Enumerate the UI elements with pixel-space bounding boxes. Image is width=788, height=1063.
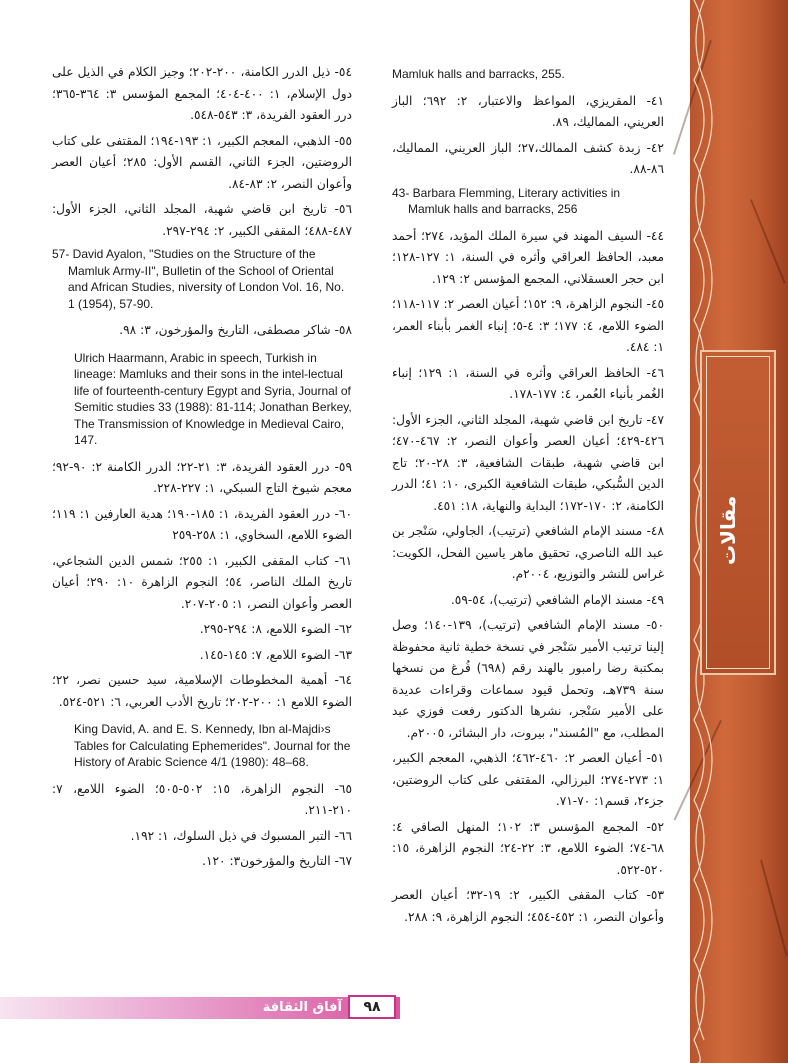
footnote-english: Mamluk halls and barracks, 255. xyxy=(392,67,565,81)
section-label: مقالات xyxy=(716,495,740,565)
footnote: ٤٥- النجوم الزاهرة، ٩: ١٥٢؛ أعيان العصر ٢: ١١٧-١١٨؛ الضوء اللامع، ٤: ١٧٧؛ ٣: ٤-٥؛ إنباء الغمر بأبناء العمر، ١: ٤٨٤. xyxy=(392,297,665,354)
footnote: ٥٥- الذهبي، المعجم الكبير، ١: ١٩٣-١٩٤؛ المقتفى على كتاب الروضتين، الجزء الثاني، القسم الأول: ٢٨٥؛ أعيان العصر وأعوان النصر، ٢: ٨٣-٨٤. xyxy=(52,133,353,191)
footnote: ٥٨- شاكر مصطفى، التاريخ والمؤرخون، ٣: ٩٨. xyxy=(119,323,352,337)
footnote: ٦١- كتاب المقفى الكبير، ١: ٢٥٥؛ شمس الدين الشجاعي، تاريخ الملك الناصر، ٥٤؛ النجوم الزاهرة ١٠: ٢٩٠؛ أعيان العصر وأعوان النصر، ١: ٢٠٥-٢٠٧. xyxy=(52,553,353,611)
footnote-english: Ulrich Haarmann, Arabic in speech, Turkish in lineage: Mamluks and their sons in the intel-lectual life of fourteenth-century Egypt and Syria, Journal of Semitic studies 33 (1988): 81-114; Jonathan Berkey, The Transmission of Knowledge in Medieval Cairo, 147. xyxy=(74,350,352,447)
footnote: ٤٨- مسند الإمام الشافعي (ترتيب)، الجاولي، سَنْجر بن عبد الله الناصري، تحقيق ماهر ياسين الفحل، الكويت: غراس للنشر والتوزيع، ٢٠٠٤م. xyxy=(392,524,664,581)
footnote: ٥٦- تاريخ ابن قاضي شهبة، المجلد الثاني، الجزء الأول: ٤٨٧-٤٨٨؛ المقفى الكبير، ٢: ٢٩٤-٢٩٧. xyxy=(52,202,352,238)
footnote: ٤١- المقريزي، المواعظ والاعتبار، ٢: ٦٩٢؛ الباز العريني، المماليك، ٨٩. xyxy=(392,93,665,129)
footnote: ٥٣- كتاب المقفى الكبير، ٢: ١٩-٣٢؛ أعيان العصر وأعوان النصر، ١: ٤٥٢-٤٥٤؛ النجوم الزاهرة، ٩: ٢٨٨. xyxy=(392,888,664,924)
footnote: ٥٩- درر العقود الفريدة، ٣: ٢١-٢٢؛ الدرر الكامنة ٢: ٩٠-٩٢؛ معجم شيوخ التاج السبكي، ١: ٢٢٧-٢٢٨. xyxy=(52,459,353,495)
magazine-title: آفاق الثقافة والتراث xyxy=(262,1000,342,1037)
footnote: ٥١- أعيان العصر ٢: ٤٦٠-٤٦٢؛ الذهبي، المعجم الكبير، ١: ٢٧٣-٢٧٤؛ البرزالي، المقتفى على كتاب الروضتين، جزء٢، قسم١: ٧٠-٧١. xyxy=(392,751,665,808)
footnote: ٥٠- مسند الإمام الشافعي (ترتيب)، ١٣٩-١٤٠؛ وصل إلينا ترتيب الأمير سَنْجر في نسخة خطية ثانية محفوظة بمكتبة رضا رامبور بالهند رقم (٦٩٨) فُرغ من نسخها سنة ٧٣٩هـ، وتحمل قيود سماعات وقراءات عديدة على الأمير سَنْجر، نشرها الدكتور رفعت فوزي عبد المطلب، مع "المُسند"، بيروت، دار البشائر، ٢٠٠٥م. xyxy=(392,618,665,740)
footnote: ٤٢- زبدة كشف الممالك،٢٧؛ الباز العريني، المماليك، ٨٦-٨٨. xyxy=(392,140,664,176)
footnote: ٥٢- المجمع المؤسس ٣: ١٠٢؛ المنهل الصافي ٤: ٦٨-٧٤؛ الضوء اللامع، ٣: ٢٢-٢٤؛ النجوم الزاهرة، ١٥: ٥٢٠-٥٢٢. xyxy=(392,819,664,877)
footnote: ٥٤- ذيل الدرر الكامنة، ٢٠٠-٢٠٢؛ وجيز الكلام في الذيل على دول الإسلام، ١: ٤٠٠-٤٠٤؛ المجمع المؤسس ٣: ٣٦٤-٣٦٥؛ درر العقود الفريدة، ٣: ٥٤٣-٥٤٨. xyxy=(52,65,353,122)
footnote: ٤٦- الحافظ العراقي وأثره في السنة، ١: ١٢٩؛ إنباء الغُمر بأنباء العُمر، ٤: ١٧٧-١٧٨. xyxy=(392,365,664,401)
footnote: ٤٧- تاريخ ابن قاضي شهبة، المجلد الثاني، الجزء الأول: ٤٢٦-٤٢٩؛ أعيان العصر وأعوان النصر، ٢: ٤٦٧-٤٧٠؛ ابن قاضي شهبة، طبقات الشافعية، ٣: ٢٨-٢٠؛ تاج الدين السُّبكي، طبقات الشافعية الكبرى، ١٠: ٤١؛ الدرر الكامنة، ٢: ١٧٠-١٧٢؛ البداية والنهاية، ١٨: ٤٥١. xyxy=(392,412,665,513)
footnote: ٦٠- درر العقود الفريدة، ١: ١٨٥-١٩٠؛ هدية العارفين ١: ١١٩؛ الضوء اللامع، السخاوي، ١: ٢٥٨-٢٥٩ xyxy=(52,506,353,542)
page-number: ٩٨ xyxy=(348,995,396,1019)
footnote: ٦٥- النجوم الزاهرة، ١٥: ٥٠٢-٥٠٥؛ الضوء اللامع، ٧: ٢١٠-٢١١. xyxy=(52,781,353,817)
footnote-english: 43- Barbara Flemming, Literary activities in Mamluk halls and barracks, 256 xyxy=(392,185,621,216)
footnotes-right-column xyxy=(392,62,664,932)
footnote-english: King David, A. and E. S. Kennedy, Ibn al-Majdi›s Tables for Calculating Ephemerides". Journal for the History of Arabic Science 4/1 (1980): 48–68. xyxy=(74,722,351,769)
footnote: ٦٧- التاريخ والمؤرخون٣: ١٢٠. xyxy=(202,854,352,868)
footnote-english: 57- David Ayalon, "Studies on the Structure of the Mamluk Army-II", Bulletin of the School of Oriental and African Studies, niversity of London Vol. 16, No. 1 (1954), 57-90. xyxy=(52,247,345,311)
footnote: ٦٦- التبر المسبوك في ذيل السلوك، ١: ١٩٢. xyxy=(130,828,352,843)
footnotes-left-column xyxy=(52,62,352,877)
footnote: ٦٤- أهمية المخطوطات الإسلامية، سيد حسين نصر، ٢٢؛ الضوء اللامع ١: ٢٠٠-٢٠٢؛ تاريخ الأدب العربي، ٦: ٥٢١-٥٢٤. xyxy=(52,673,352,709)
footnote: ٤٩- مسند الإمام الشافعي (ترتيب)، ٥٤-٥٩. xyxy=(450,592,664,607)
footnote: ٦٣- الضوء اللامع، ٧: ١٤٥-١٤٥. xyxy=(199,647,352,662)
footnote: ٤٤- السيف المهند في سيرة الملك المؤيد، ٢٧٤؛ أحمد معبد، الحافظ العراقي وأثره في السنة، ١: ١٢٧-١٢٨؛ ابن حجر العسقلاني، المجمع المؤسس ٢: ١٢٩. xyxy=(392,228,665,286)
footnote: ٦٢- الضوء اللامع، ٨: ٢٩٤-٢٩٥. xyxy=(199,622,352,636)
